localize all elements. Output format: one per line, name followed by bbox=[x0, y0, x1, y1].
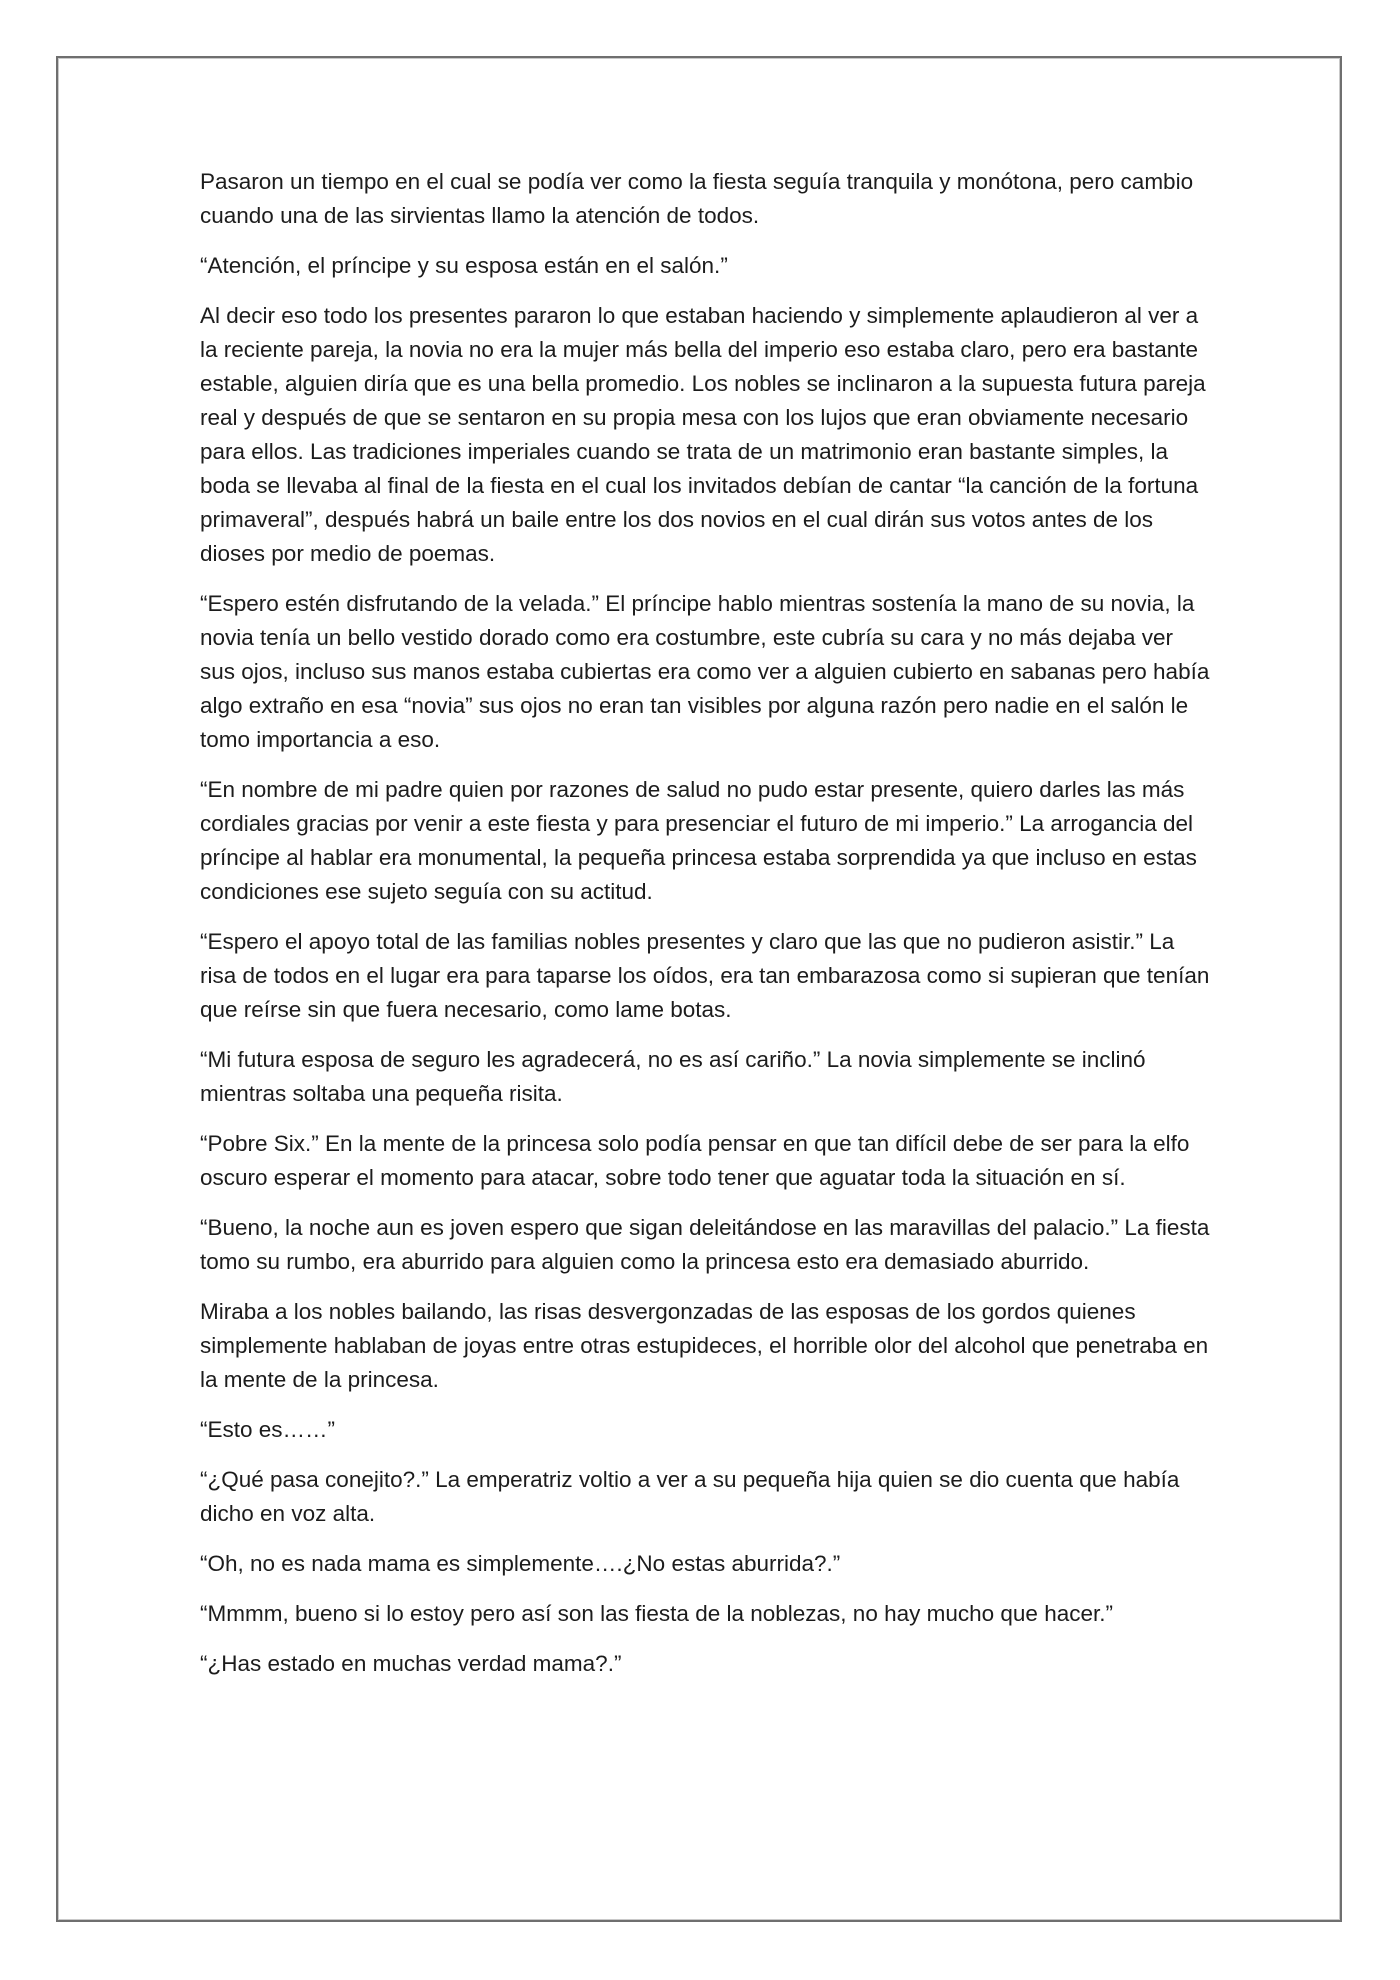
paragraph-2: “Atención, el príncipe y su esposa están en el salón.” bbox=[200, 253, 728, 278]
paragraph-5: “En nombre de mi padre quien por razones de salud no pudo estar presente, quiero darles las más cordiales gracias por venir a este fiesta y para presenciar el futuro de mi imperio.” La arrogancia del príncipe al hablar era monumental, la pequeña princesa estaba sorprendida ya que incluso en estas condiciones ese sujeto seguía con su actitud. bbox=[200, 777, 1197, 904]
paragraph-6: “Espero el apoyo total de las familias nobles presentes y claro que las que no pudieron asistir.” La risa de todos en el lugar era para taparse los oídos, era tan embarazosa como si supieran que tenían que reírse sin que fuera necesario, como lame botas. bbox=[200, 929, 1210, 1022]
paragraph-14: “Mmmm, bueno si lo estoy pero así son las fiesta de la noblezas, no hay mucho que hacer.” bbox=[200, 1601, 1113, 1626]
paragraph-4: “Espero estén disfrutando de la velada.” El príncipe hablo mientras sostenía la mano de su novia, la novia tenía un bello vestido dorado como era costumbre, este cubría su cara y no más dejaba ver sus ojos, incluso sus manos estaba cubiertas era como ver a alguien cubierto en sabanas pero había algo extraño en esa “novia” sus ojos no eran tan visibles por alguna razón pero nadie en el salón le tomo importancia a eso. bbox=[200, 591, 1210, 752]
paragraph-12: “¿Qué pasa conejito?.” La emperatriz voltio a ver a su pequeña hija quien se dio cuenta que había dicho en voz alta. bbox=[200, 1467, 1180, 1526]
paragraph-1: Pasaron un tiempo en el cual se podía ver como la fiesta seguía tranquila y monótona, pero cambio cuando una de las sirvientas llamo la atención de todos. bbox=[200, 169, 1194, 228]
paragraph-15: “¿Has estado en muchas verdad mama?.” bbox=[200, 1651, 622, 1676]
paragraph-13: “Oh, no es nada mama es simplemente….¿No estas aburrida?.” bbox=[200, 1551, 841, 1576]
paragraph-3: Al decir eso todo los presentes pararon lo que estaban haciendo y simplemente aplaudieron al ver a la reciente pareja, la novia no era la mujer más bella del imperio eso estaba claro, pero era bastante estable, alguien diría que es una bella promedio. Los nobles se inclinaron a la supuesta futura pareja real y después de que se sentaron en su propia mesa con los lujos que eran obviamente necesario para ellos. Las tradiciones imperiales cuando se trata de un matrimonio eran bastante simples, la boda se llevaba al final de la fiesta en el cual los invitados debían de cantar “la canción de la fortuna primaveral”, después habrá un baile entre los dos novios en el cual dirán sus votos antes de los dioses por medio de poemas. bbox=[200, 303, 1206, 566]
paragraph-8: “Pobre Six.” En la mente de la princesa solo podía pensar en que tan difícil debe de ser para la elfo oscuro esperar el momento para atacar, sobre todo tener que aguatar toda la situación en sí. bbox=[200, 1131, 1190, 1190]
paragraph-10: Miraba a los nobles bailando, las risas desvergonzadas de las esposas de los gordos quienes simplemente hablaban de joyas entre otras estupideces, el horrible olor del alcohol que penetraba en la mente de la princesa. bbox=[200, 1299, 1209, 1392]
paragraph-7: “Mi futura esposa de seguro les agradecerá, no es así cariño.” La novia simplemente se inclinó mientras soltaba una pequeña risita. bbox=[200, 1047, 1146, 1106]
paragraph-9: “Bueno, la noche aun es joven espero que sigan deleitándose en las maravillas del palacio.” La fiesta tomo su rumbo, era aburrido para alguien como la princesa esto era demasiado aburrido. bbox=[200, 1215, 1210, 1274]
paragraph-11: “Esto es……” bbox=[200, 1417, 336, 1442]
document-body bbox=[200, 165, 1210, 1697]
